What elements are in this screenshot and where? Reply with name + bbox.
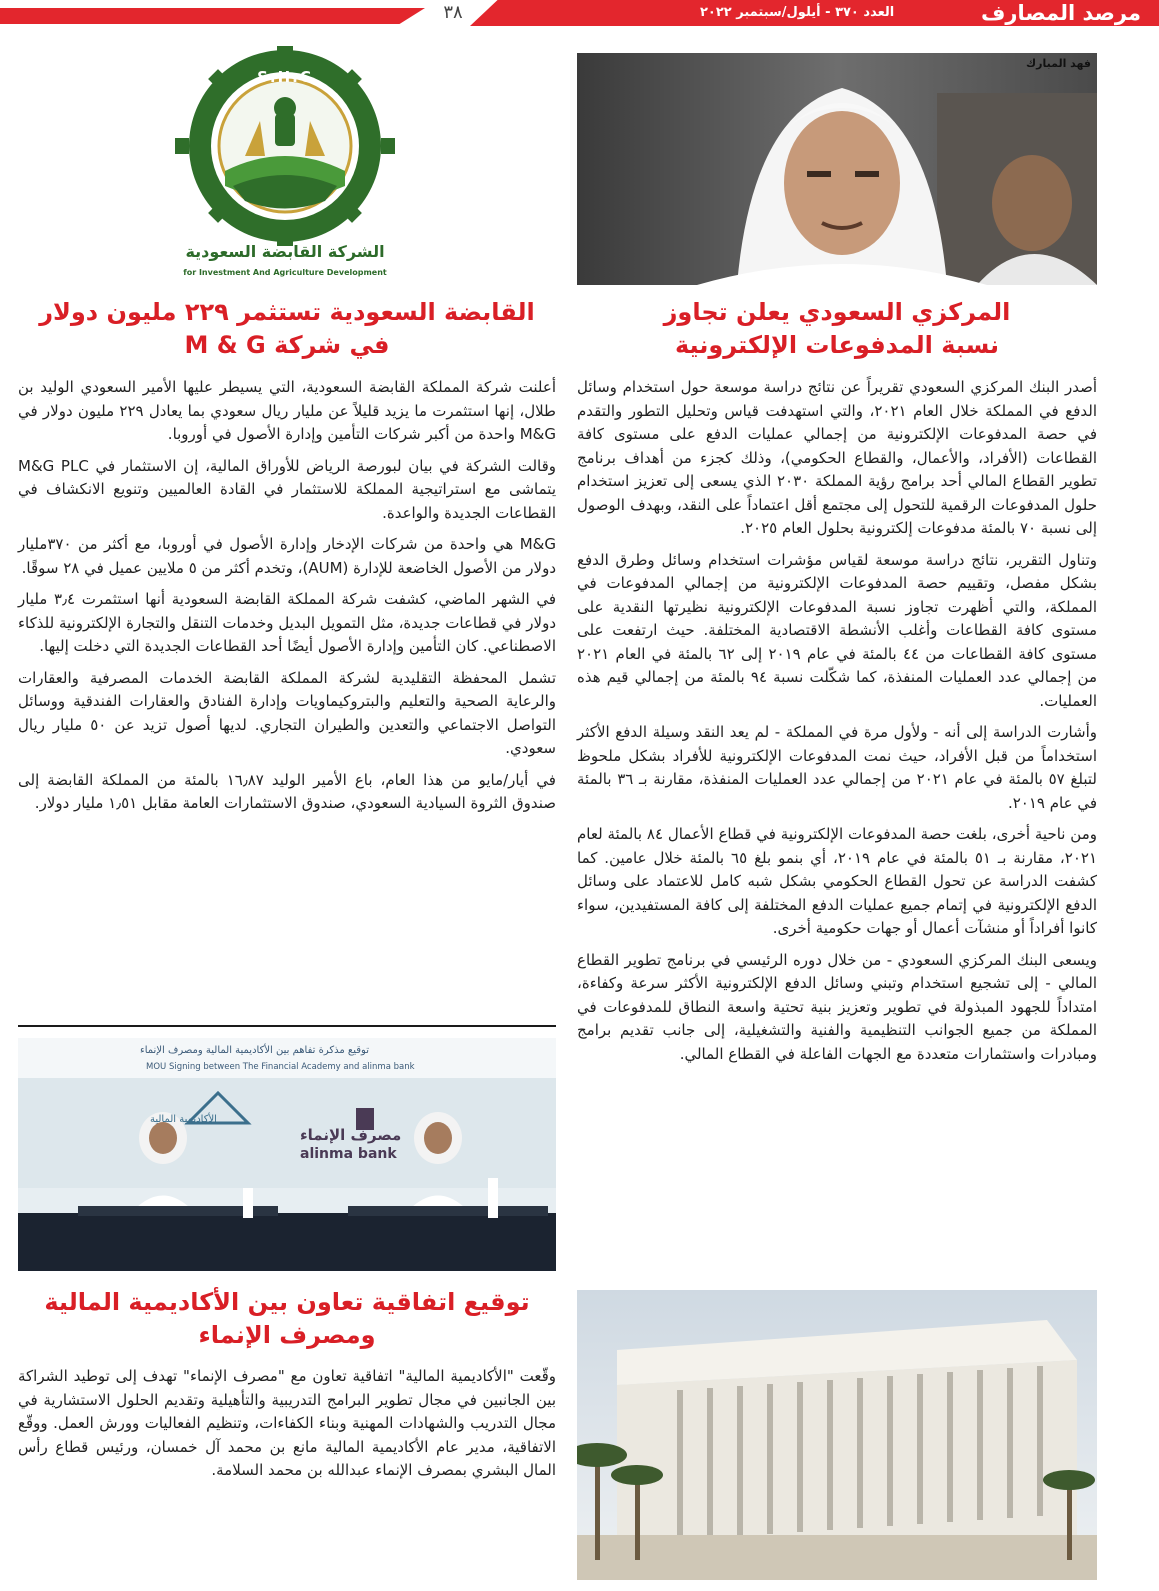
magazine-title: مرصد المصارف — [980, 1, 1141, 25]
article-central-bank-body — [577, 376, 1097, 1074]
article-academy-body — [18, 1365, 556, 1491]
headline-line-1: القابضة السعودية تستثمر ٢٢٩ مليون دولار — [39, 298, 535, 326]
issue-info: العدد ٣٧٠ - أيلول/سبتمبر ٢٠٢٢ — [700, 5, 895, 20]
academy-sign: الأكاديمية المالية — [150, 1114, 217, 1125]
paragraph: وقّعت "الأكاديمية المالية" اتفاقية تعاون مع "مصرف الإنماء" تهدف إلى توطيد الشراكة بين الجانبين في مجال تطوير البرامج التدريبية والتأهيلية وتقديم الحلول الاستشارية في مجال التدريب والشهادات المهنية وبناء الكفاءات، وتنظيم الفعاليات وورش العمل. ووقّع الاتفاقية، مدير عام الأكاديمية المالية مانع بن محمد آل خمسان، ورئيس قطاع رأس المال البشري بمصرف الإنماء عبدالله بن محمد السلامة. — [18, 1367, 556, 1479]
paragraph: ويسعى البنك المركزي السعودي - من خلال دوره الرئيسي في برنامج تطوير القطاع المالي - إلى تشجيع استخدام وتبني وسائل الدفع الإلكترونية الأكثر سرعة وكفاءة، امتداداً للجهود المبذولة في تطوير وتعزيز بنية تحتية واسعة النطاق للمدفوعات في المملكة من جميع الجوانب التنظيمية والفنية والتشغيلية، إلى جانب تقديم برامج ومبادرات واستثمارات متعددة مع الجهات الفاعلة في القطاع المالي. — [577, 950, 1097, 1063]
shc-logo — [175, 46, 395, 286]
logo-abbreviation: S.H.C — [257, 68, 313, 86]
signing-banner-ar: توقيع مذكرة تفاهم بين الأكاديمية المالية ومصرف الإنماء — [140, 1045, 369, 1056]
signing-photo — [18, 1038, 556, 1271]
paragraph: تشمل المحفظة التقليدية لشركة المملكة القابضة الخدمات المصرفية والعقارات والرعاية الصحية والتعليم والبتروكيماويات وإدارة الفنادق والعقارات الفندقية ووسائل التواصل الاجتماعي والتعدين والطيران التجاري. لديها أصول تزيد عن ٥٠ مليار ريال سعودي. — [18, 668, 557, 757]
header-band-left — [0, 8, 425, 24]
headline-line-1: توقيع اتفاقية تعاون بين الأكاديمية المالية — [44, 1288, 530, 1316]
headline-line-2: ومصرف الإنماء — [198, 1321, 376, 1349]
paragraph: وتناول التقرير، نتائج دراسة موسعة لقياس مؤشرات استخدام وسائل وطرق الدفع بشكل مفصل، وتقييم حصة المدفوعات الإلكترونية من إجمالي المدفوعات في المملكة، والتي أظهرت تجاوز نسبة المدفوعات الإلكترونية نظيرتها النقدية على مستوى كافة القطاعات وأغلب الأنشطة الاقتصادية المختلفة. حيث ارتفعت على مستوى كافة القطاعات من ٤٤ بالمئة في عام ٢٠١٩ إلى ٦٢ بالمئة في العام ٢٠٢١ من إجمالي عدد العمليات المنفذة، كما شكّلت نسبة ٩٤ بالمئة من إجمالي قيم هذه العمليات. — [577, 550, 1097, 710]
bank-building-photo — [577, 1290, 1097, 1580]
bank-sign-en: alinma bank — [300, 1146, 397, 1162]
paragraph: وقالت الشركة في بيان لبورصة الرياض للأوراق المالية، إن الاستثمار في M&G PLC يتماشى مع استراتيجية المملكة للاستثمار في القادة العالميين وتنويع الانكشاف في القطاعات الجديدة والواعدة. — [18, 456, 556, 522]
headline-academy — [18, 1286, 556, 1352]
paragraph: أعلنت شركة المملكة القابضة السعودية، التي يسيطر عليها الأمير السعودي الوليد بن طلال، إنها استثمرت ما يزيد قليلاً عن مليار ريال سعودي بما يعادل ٢٢٩ مليون دولار في M&G واحدة من أكبر شركات التأمين وإدارة الأصول في أوروبا. — [18, 378, 556, 443]
header-band — [0, 0, 1159, 30]
article-holding-body — [18, 376, 556, 824]
headline-central-bank — [577, 296, 1097, 362]
paragraph: وأشارت الدراسة إلى أنه - ولأول مرة في المملكة - لم يعد النقد وسيلة الدفع الأكثر استخداماً من قبل الأفراد، حيث نمت المدفوعات الإلكترونية للأفراد بشكل ملحوظ لتبلغ ٥٧ بالمئة في عام ٢٠٢١ من إجمالي عدد العمليات المنفذة، مقارنة بـ ٣٦ بالمئة في عام ٢٠١٩. — [577, 723, 1097, 812]
bank-sign-ar: مصرف الإنماء — [300, 1126, 402, 1144]
paragraph: M&G هي واحدة من شركات الإدخار وإدارة الأصول في أوروبا، مع أكثر من ٣٧٠مليار دولار من الأصول الخاضعة للإدارة (AUM)، وتخدم أكثر من ٥ ملايين عميل في ٢٨ سوقًا. — [18, 535, 556, 577]
logo-name: الشركة القابضة السعودية — [185, 242, 385, 261]
paragraph: أصدر البنك المركزي السعودي تقريراً عن نتائج دراسة موسعة حول استخدام وسائل الدفع في المملكة خلال العام ٢٠٢١، والتي استهدفت قياس وتحليل التطور والتقدم في حصة المدفوعات الإلكترونية من إجمالي عمليات الدفع على مستوى كافة القطاعات (الأفراد، والأعمال، والقطاع الحكومي)، وذلك كجزء من أهداف برنامج تطوير القطاع المالي أحد برامج رؤية المملكة ٢٠٣٠ الذي يسعى إلى تعزيز استخدام حلول المدفوعات الرقمية للتحول إلى مجتمع أقل اعتماداً على النقد، وبهدف الوصول إلى نسبة ٧٠ بالمئة مدفوعات إلكترونية بحلول العام ٢٠٢٥. — [577, 378, 1097, 537]
section-divider — [18, 1025, 556, 1027]
paragraph: في أيار/مايو من هذا العام، باع الأمير الوليد ١٦٫٨٧ بالمئة من المملكة القابضة إلى صندوق الثروة السيادية السعودي، صندوق الاستثمارات العامة مقابل ١٫٥١ مليار دولار. — [18, 770, 556, 812]
headline-line-1: المركزي السعودي يعلن تجاوز — [663, 298, 1011, 326]
headline-line-2: نسبة المدفوعات الإلكترونية — [674, 331, 1000, 359]
headline-holding — [18, 296, 556, 362]
governor-photo — [577, 53, 1097, 285]
photo-caption: فهد المبارك — [1026, 57, 1091, 70]
page-number: ٣٨ — [443, 2, 463, 23]
signing-banner-en: MOU Signing between The Financial Academy and alinma bank — [146, 1062, 415, 1072]
logo-tagline: for Investment And Agriculture Development — [183, 268, 387, 277]
paragraph: في الشهر الماضي، كشفت شركة المملكة القابضة السعودية أنها استثمرت ٣٫٤ مليار دولار في قطاعات جديدة، مثل التمويل البديل وخدمات التنقل والتجارة الإلكترونية للذكاء الاصطناعي. كان التأمين وإدارة الأصول أيضًا أحد القطاعات الجديدة التي دخلت إليها. — [18, 590, 556, 655]
paragraph: ومن ناحية أخرى، بلغت حصة المدفوعات الإلكترونية في قطاع الأعمال ٨٤ بالمئة لعام ٢٠٢١، مقارنة بـ ٥١ بالمئة في عام ٢٠١٩، أي بنمو بلغ ٦٥ بالمئة خلال عامين. كما كشفت الدراسة عن تحول القطاع الحكومي بشكل شبه كامل للاعتماد على وسائل الدفع الإلكترونية في إتمام جميع عمليات الدفع المختلفة إلى كافة المستفيدين، سواء كانوا أفراداً أو منشآت أعمال أو جهات حكومية أخرى. — [577, 825, 1098, 937]
headline-line-2: في شركة M & G — [184, 331, 390, 359]
